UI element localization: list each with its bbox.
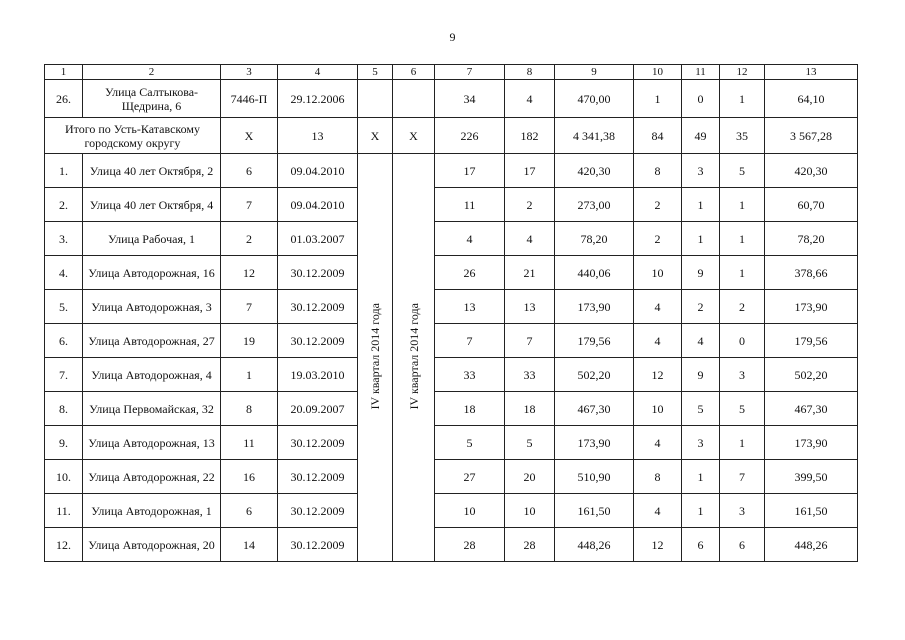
cell-c3: 7446-П: [221, 80, 278, 118]
cell-c9: 440,06: [555, 256, 634, 290]
table-row: [45, 460, 858, 494]
cell-c10: 10: [634, 392, 682, 426]
address-cell: Улица Автодорожная, 4: [83, 358, 221, 392]
cell-c10: 12: [634, 528, 682, 562]
cell-c12: 0: [720, 324, 765, 358]
cell-c4: 30.12.2009: [278, 460, 358, 494]
cell-c4: 30.12.2009: [278, 256, 358, 290]
cell-c12: 5: [720, 154, 765, 188]
total-c3: X: [221, 118, 278, 154]
column-header: 1: [45, 65, 83, 80]
address-cell: Улица Автодорожная, 13: [83, 426, 221, 460]
cell-c9: 420,30: [555, 154, 634, 188]
column-header: 8: [505, 65, 555, 80]
cell-c4: 30.12.2009: [278, 290, 358, 324]
table-row: [45, 358, 858, 392]
cell-c9: 510,90: [555, 460, 634, 494]
address-cell: Улица Автодорожная, 27: [83, 324, 221, 358]
cell-c12: 2: [720, 290, 765, 324]
total-row: [45, 118, 858, 154]
column-header: 4: [278, 65, 358, 80]
address-cell: Улица Автодорожная, 16: [83, 256, 221, 290]
cell-c13: 420,30: [765, 154, 858, 188]
column-header: 2: [83, 65, 221, 80]
cell-c7: 13: [435, 290, 505, 324]
row-number: 4.: [45, 256, 83, 290]
cell-c12: 1: [720, 222, 765, 256]
cell-c12: 7: [720, 460, 765, 494]
address-cell: Улица Рабочая, 1: [83, 222, 221, 256]
cell-c11: 0: [682, 80, 720, 118]
column-header: 13: [765, 65, 858, 80]
cell-c13: 64,10: [765, 80, 858, 118]
address-cell: Улица 40 лет Октября, 2: [83, 154, 221, 188]
cell-c13: 173,90: [765, 426, 858, 460]
cell-c13: 179,56: [765, 324, 858, 358]
cell-c10: 8: [634, 460, 682, 494]
quarter-col6-cell: [393, 154, 435, 562]
cell-c12: 3: [720, 494, 765, 528]
total-c8: 182: [505, 118, 555, 154]
cell-c7: 28: [435, 528, 505, 562]
cell-c8: 5: [505, 426, 555, 460]
cell-c12: 1: [720, 256, 765, 290]
cell-c3: 7: [221, 290, 278, 324]
row-number: 8.: [45, 392, 83, 426]
cell-c11: 9: [682, 256, 720, 290]
address-cell: Улица Автодорожная, 3: [83, 290, 221, 324]
cell-c11: 1: [682, 494, 720, 528]
cell-c11: 1: [682, 222, 720, 256]
cell-c4: 30.12.2009: [278, 494, 358, 528]
cell-c7: 27: [435, 460, 505, 494]
cell-c5: [358, 80, 393, 118]
column-header: 12: [720, 65, 765, 80]
cell-c7: 17: [435, 154, 505, 188]
total-c4: 13: [278, 118, 358, 154]
address-cell: Улица 40 лет Октября, 4: [83, 188, 221, 222]
page-number: 9: [449, 30, 456, 44]
cell-c12: 1: [720, 426, 765, 460]
cell-c11: 2: [682, 290, 720, 324]
row-number: 26.: [45, 80, 83, 118]
cell-c3: 19: [221, 324, 278, 358]
cell-c7: 10: [435, 494, 505, 528]
cell-c7: 18: [435, 392, 505, 426]
cell-c3: 6: [221, 154, 278, 188]
address-cell: Улица Автодорожная, 22: [83, 460, 221, 494]
cell-c9: 448,26: [555, 528, 634, 562]
cell-c7: 4: [435, 222, 505, 256]
cell-c8: 13: [505, 290, 555, 324]
housing-table: [44, 64, 858, 562]
table-row: [45, 222, 858, 256]
table-row: [45, 426, 858, 460]
cell-c8: 18: [505, 392, 555, 426]
cell-c9: 173,90: [555, 426, 634, 460]
cell-c13: 399,50: [765, 460, 858, 494]
cell-c3: 8: [221, 392, 278, 426]
cell-c11: 4: [682, 324, 720, 358]
cell-c7: 26: [435, 256, 505, 290]
row-number: 11.: [45, 494, 83, 528]
table-row: [45, 494, 858, 528]
cell-c10: 4: [634, 494, 682, 528]
cell-c8: 17: [505, 154, 555, 188]
cell-c9: 470,00: [555, 80, 634, 118]
total-c7: 226: [435, 118, 505, 154]
cell-c4: 01.03.2007: [278, 222, 358, 256]
column-header: 9: [555, 65, 634, 80]
cell-c8: 10: [505, 494, 555, 528]
cell-c8: 4: [505, 222, 555, 256]
cell-c9: 161,50: [555, 494, 634, 528]
row-number: 2.: [45, 188, 83, 222]
cell-c4: 20.09.2007: [278, 392, 358, 426]
address-cell: Улица Салтыкова-Щедрина, 6: [83, 80, 221, 118]
cell-c7: 34: [435, 80, 505, 118]
cell-c12: 3: [720, 358, 765, 392]
cell-c13: 378,66: [765, 256, 858, 290]
cell-c11: 1: [682, 188, 720, 222]
cell-c13: 78,20: [765, 222, 858, 256]
cell-c4: 09.04.2010: [278, 154, 358, 188]
cell-c3: 7: [221, 188, 278, 222]
column-header: 7: [435, 65, 505, 80]
table-body: [45, 65, 858, 562]
cell-c9: 173,90: [555, 290, 634, 324]
table-row: [45, 528, 858, 562]
cell-c7: 33: [435, 358, 505, 392]
row-number: 12.: [45, 528, 83, 562]
cell-c6: [393, 80, 435, 118]
cell-c10: 10: [634, 256, 682, 290]
column-header: 3: [221, 65, 278, 80]
cell-c13: 502,20: [765, 358, 858, 392]
quarter-label: IV квартал 2014 года: [406, 302, 421, 410]
cell-c4: 30.12.2009: [278, 324, 358, 358]
cell-c3: 11: [221, 426, 278, 460]
cell-c13: 467,30: [765, 392, 858, 426]
cell-c9: 502,20: [555, 358, 634, 392]
cell-c11: 1: [682, 460, 720, 494]
total-c9: 4 341,38: [555, 118, 634, 154]
total-c6: X: [393, 118, 435, 154]
table-row: [45, 290, 858, 324]
cell-c8: 21: [505, 256, 555, 290]
cell-c7: 11: [435, 188, 505, 222]
cell-c4: 30.12.2009: [278, 528, 358, 562]
cell-c9: 273,00: [555, 188, 634, 222]
column-header: 11: [682, 65, 720, 80]
cell-c4: 19.03.2010: [278, 358, 358, 392]
cell-c13: 173,90: [765, 290, 858, 324]
cell-c10: 4: [634, 324, 682, 358]
table-row: [45, 324, 858, 358]
cell-c13: 448,26: [765, 528, 858, 562]
quarter-col5-cell: [358, 154, 393, 562]
cell-c11: 3: [682, 426, 720, 460]
row-number: 10.: [45, 460, 83, 494]
address-cell: Улица Первомайская, 32: [83, 392, 221, 426]
cell-c10: 12: [634, 358, 682, 392]
cell-c9: 179,56: [555, 324, 634, 358]
cell-c3: 12: [221, 256, 278, 290]
cell-c12: 5: [720, 392, 765, 426]
total-c5: X: [358, 118, 393, 154]
cell-c11: 9: [682, 358, 720, 392]
cell-c9: 467,30: [555, 392, 634, 426]
cell-c8: 20: [505, 460, 555, 494]
cell-c3: 2: [221, 222, 278, 256]
cell-c10: 2: [634, 188, 682, 222]
cell-c10: 4: [634, 290, 682, 324]
total-c13: 3 567,28: [765, 118, 858, 154]
table-row: [45, 188, 858, 222]
cell-c13: 161,50: [765, 494, 858, 528]
cell-c7: 7: [435, 324, 505, 358]
cell-c8: 7: [505, 324, 555, 358]
cell-c10: 8: [634, 154, 682, 188]
address-cell: Улица Автодорожная, 1: [83, 494, 221, 528]
cell-c8: 28: [505, 528, 555, 562]
row-number: 9.: [45, 426, 83, 460]
cell-c4: 29.12.2006: [278, 80, 358, 118]
cell-c10: 1: [634, 80, 682, 118]
table-row: [45, 80, 858, 118]
total-c12: 35: [720, 118, 765, 154]
row-number: 1.: [45, 154, 83, 188]
cell-c10: 2: [634, 222, 682, 256]
cell-c3: 14: [221, 528, 278, 562]
cell-c3: 6: [221, 494, 278, 528]
table-row: [45, 392, 858, 426]
column-header: 5: [358, 65, 393, 80]
row-number: 3.: [45, 222, 83, 256]
cell-c10: 4: [634, 426, 682, 460]
cell-c12: 1: [720, 80, 765, 118]
cell-c4: 09.04.2010: [278, 188, 358, 222]
cell-c7: 5: [435, 426, 505, 460]
cell-c9: 78,20: [555, 222, 634, 256]
total-c11: 49: [682, 118, 720, 154]
table-row: [45, 256, 858, 290]
cell-c8: 2: [505, 188, 555, 222]
cell-c11: 6: [682, 528, 720, 562]
address-cell: Улица Автодорожная, 20: [83, 528, 221, 562]
cell-c11: 5: [682, 392, 720, 426]
table-row: [45, 154, 858, 188]
column-header: 6: [393, 65, 435, 80]
quarter-label: IV квартал 2014 года: [368, 302, 382, 410]
cell-c8: 33: [505, 358, 555, 392]
row-number: 7.: [45, 358, 83, 392]
row-number: 6.: [45, 324, 83, 358]
row-number: 5.: [45, 290, 83, 324]
cell-c4: 30.12.2009: [278, 426, 358, 460]
cell-c8: 4: [505, 80, 555, 118]
cell-c13: 60,70: [765, 188, 858, 222]
cell-c12: 6: [720, 528, 765, 562]
total-c10: 84: [634, 118, 682, 154]
cell-c3: 1: [221, 358, 278, 392]
cell-c3: 16: [221, 460, 278, 494]
total-label: Итого по Усть-Катавскому городскому округу: [45, 118, 221, 154]
cell-c11: 3: [682, 154, 720, 188]
column-header: 10: [634, 65, 682, 80]
column-number-row: [45, 65, 858, 80]
cell-c12: 1: [720, 188, 765, 222]
